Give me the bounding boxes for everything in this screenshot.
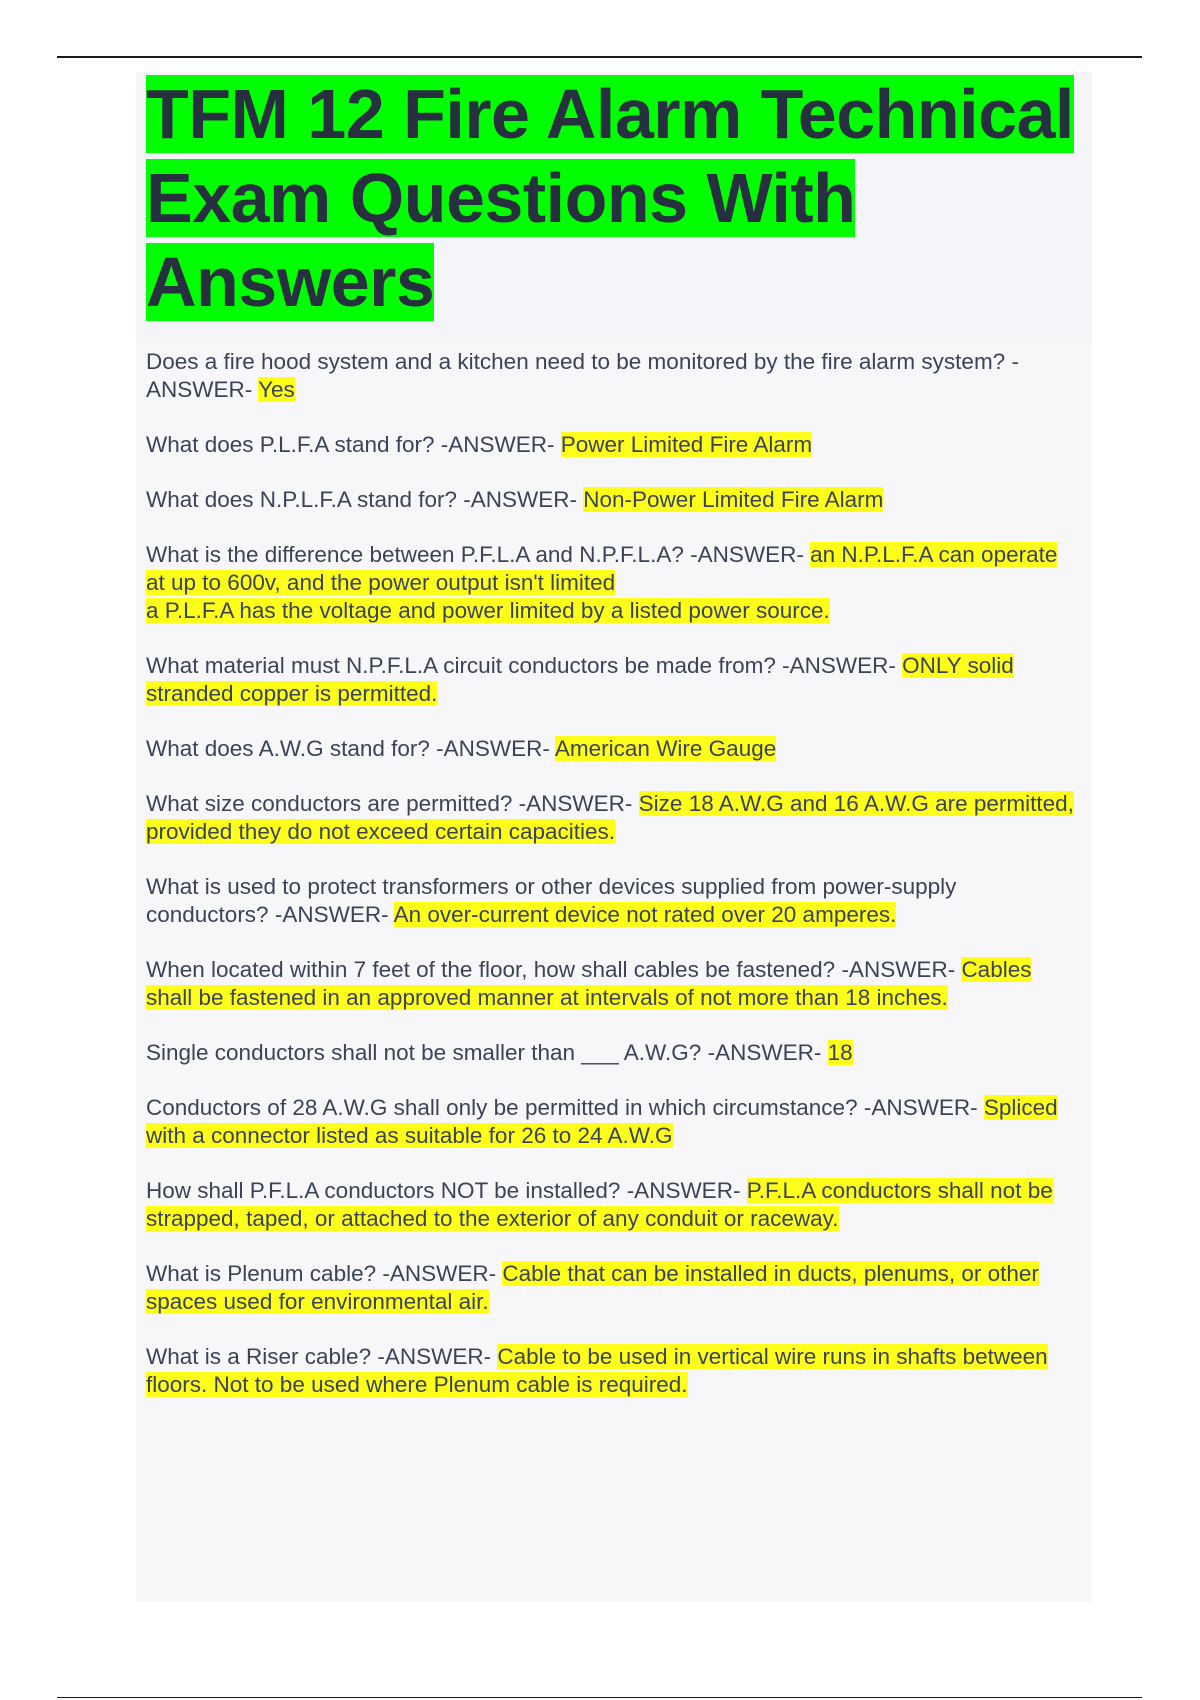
qa-item	[146, 431, 1082, 459]
answer-marker: -ANSWER-	[371, 1344, 498, 1369]
document-title-text: TFM 12 Fire Alarm Technical Exam Questions With Answers	[146, 75, 1074, 321]
qa-item	[146, 652, 1082, 708]
question-text: Does a fire hood system and a kitchen need to be monitored by the fire alarm system?	[146, 349, 1006, 374]
qa-item	[146, 541, 1082, 625]
qa-item	[146, 873, 1082, 929]
answer-marker: -ANSWER-	[835, 957, 962, 982]
question-text: What is the difference between P.F.L.A and N.P.F.L.A?	[146, 542, 684, 567]
answer-marker: -ANSWER-	[512, 791, 639, 816]
answer-text: 18	[827, 1040, 853, 1065]
question-text: What material must N.P.F.L.A circuit conductors be made from?	[146, 653, 776, 678]
answer-marker: -ANSWER-	[429, 736, 555, 761]
answer-text: Size 18 A.W.G and 16 A.W.G are permitted, provided they do not exceed certain capacities.	[146, 791, 1074, 844]
question-text: When located within 7 feet of the floor, how shall cables be fastened?	[146, 957, 836, 982]
answer-text: Spliced with a connector listed as suitable for 26 to 24 A.W.G	[146, 1095, 1058, 1148]
document-page	[136, 72, 1092, 1602]
qa-item	[146, 1094, 1082, 1150]
question-text: Single conductors shall not be smaller than ___ A.W.G?	[146, 1040, 702, 1065]
qa-list	[136, 338, 1092, 1399]
question-text: How shall P.F.L.A conductors NOT be installed?	[146, 1178, 621, 1203]
answer-marker: -ANSWER-	[376, 1261, 503, 1286]
answer-marker: -ANSWER-	[434, 432, 561, 457]
qa-item	[146, 1343, 1082, 1399]
question-text: What is a Riser cable?	[146, 1344, 372, 1369]
answer-marker: -ANSWER-	[683, 542, 811, 567]
answer-text: American Wire Gauge	[554, 736, 777, 761]
answer-marker: -ANSWER-	[857, 1095, 984, 1120]
question-text: What is Plenum cable?	[146, 1261, 377, 1286]
answer-marker: -ANSWER-	[268, 902, 394, 927]
question-text: What does N.P.L.F.A stand for?	[146, 487, 458, 512]
answer-marker: -ANSWER-	[620, 1178, 747, 1203]
answer-text: Cable to be used in vertical wire runs in shafts between floors. Not to be used where Plenum cable is required.	[146, 1344, 1048, 1397]
answer-text: Cable that can be installed in ducts, plenums, or other spaces used for environmental air.	[146, 1261, 1039, 1314]
top-rule	[57, 56, 1142, 58]
qa-item	[146, 348, 1082, 404]
qa-item	[146, 1177, 1082, 1233]
question-text: What does A.W.G stand for?	[146, 736, 430, 761]
answer-marker: -ANSWER-	[775, 653, 903, 678]
bottom-rule	[57, 1697, 1142, 1698]
qa-item	[146, 1039, 1082, 1067]
answer-text: Power Limited Fire Alarm	[560, 432, 813, 457]
answer-marker: -ANSWER-	[146, 349, 1019, 402]
qa-item	[146, 735, 1082, 763]
document-title	[146, 72, 1092, 324]
answer-text: An over-current device not rated over 20 amperes.	[393, 902, 897, 927]
question-text: Conductors of 28 A.W.G shall only be permitted in which circumstance?	[146, 1095, 858, 1120]
qa-item	[146, 956, 1082, 1012]
answer-marker: -ANSWER-	[701, 1040, 828, 1065]
question-text: What size conductors are permitted?	[146, 791, 513, 816]
question-text: What is used to protect transformers or other devices supplied from power-supply conductors?	[146, 874, 957, 927]
answer-marker: -ANSWER-	[457, 487, 584, 512]
answer-text: Yes	[258, 377, 295, 402]
answer-text: an N.P.L.F.A can operate at up to 600v, and the power output isn't limited a P.L.F.A has the voltage and power limited by a listed power source.	[146, 542, 1058, 623]
answer-text: Cables shall be fastened in an approved manner at intervals of not more than 18 inches.	[146, 957, 1032, 1010]
question-text: What does P.L.F.A stand for?	[146, 432, 435, 457]
answer-text: Non-Power Limited Fire Alarm	[583, 487, 884, 512]
answer-text: P.F.L.A conductors shall not be strapped, taped, or attached to the exterior of any conduit or raceway.	[146, 1178, 1053, 1231]
title-block	[136, 72, 1092, 338]
qa-item	[146, 486, 1082, 514]
qa-item	[146, 790, 1082, 846]
qa-item	[146, 1260, 1082, 1316]
answer-text: ONLY solid stranded copper is permitted.	[146, 653, 1014, 706]
